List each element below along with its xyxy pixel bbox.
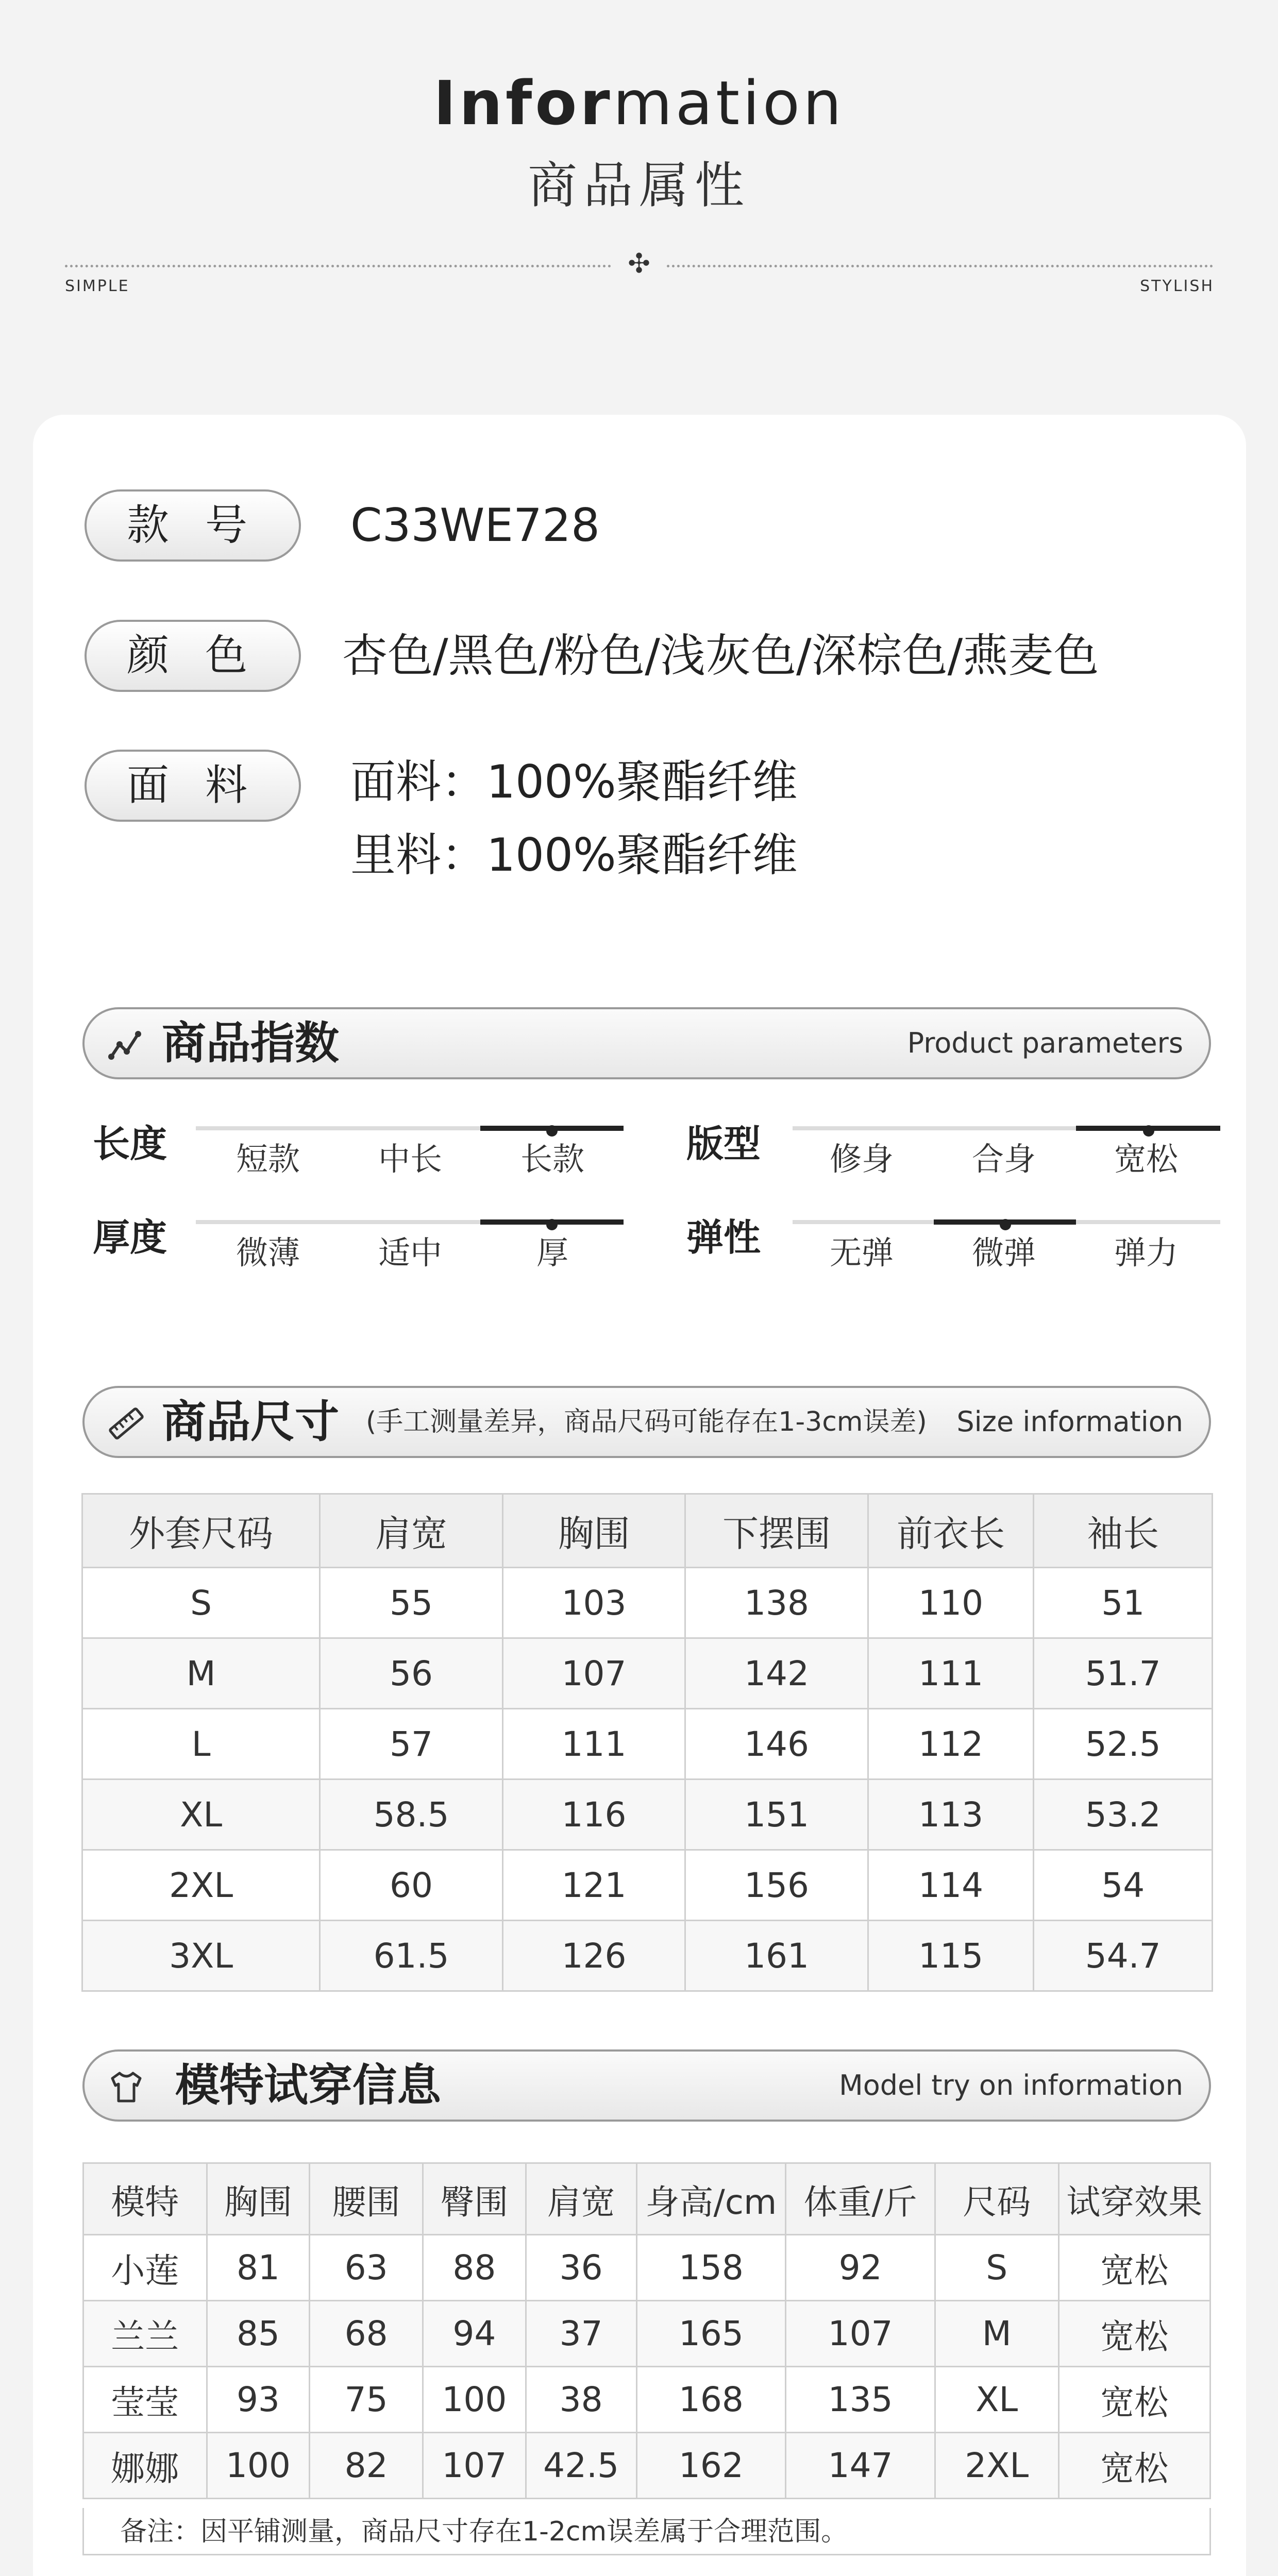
size-cell: 54.7 bbox=[1034, 1921, 1213, 1991]
model-title: 模特试穿信息 bbox=[175, 2060, 441, 2111]
scale-length-opt-3: 长款 bbox=[520, 1140, 584, 1178]
model-cell: 81 bbox=[207, 2235, 310, 2301]
size-cell: 51 bbox=[1034, 1568, 1213, 1638]
size-cell: 111 bbox=[868, 1638, 1034, 1709]
model-section-header bbox=[82, 2049, 1211, 2122]
table-row bbox=[82, 1921, 1213, 1991]
table-row bbox=[82, 1568, 1213, 1638]
fabric-value-lining: 里料：100%聚酯纤维 bbox=[350, 828, 798, 882]
model-cell: 37 bbox=[526, 2301, 636, 2367]
model-en: Model try on information bbox=[839, 2069, 1183, 2102]
size-cell: 126 bbox=[502, 1921, 685, 1991]
scale-elasticity-opt-3: 弹力 bbox=[1114, 1234, 1178, 1272]
scale-thickness-opt-2: 适中 bbox=[378, 1234, 442, 1272]
model-cell: 94 bbox=[423, 2301, 526, 2367]
scale-length-opt-2: 中长 bbox=[378, 1140, 442, 1178]
size-en: Size information bbox=[956, 1405, 1183, 1438]
model-cell: 93 bbox=[207, 2367, 310, 2433]
size-cell: 107 bbox=[502, 1638, 685, 1709]
scale-thickness-label: 厚度 bbox=[93, 1216, 167, 1259]
model-table bbox=[82, 2162, 1211, 2499]
model-cell: 娜娜 bbox=[83, 2433, 207, 2499]
model-cell: 莹莹 bbox=[83, 2367, 207, 2433]
size-cell: 121 bbox=[502, 1850, 685, 1921]
size-cell: 138 bbox=[685, 1568, 868, 1638]
divider-right bbox=[667, 265, 1213, 267]
size-cell: 61.5 bbox=[320, 1921, 503, 1991]
color-label: 颜 色 bbox=[85, 620, 301, 692]
scale-elasticity-opt-2: 微弹 bbox=[971, 1234, 1036, 1272]
model-cell: 75 bbox=[310, 2367, 423, 2433]
model-col-header: 尺码 bbox=[935, 2163, 1058, 2235]
table-row bbox=[83, 2301, 1210, 2367]
model-cell: M bbox=[935, 2301, 1058, 2367]
scale-elasticity-opt-1: 无弹 bbox=[829, 1234, 894, 1272]
model-cell: 107 bbox=[786, 2301, 935, 2367]
size-cell: 116 bbox=[502, 1780, 685, 1850]
table-row bbox=[83, 2367, 1210, 2433]
size-cell: 156 bbox=[685, 1850, 868, 1921]
model-cell: 63 bbox=[310, 2235, 423, 2301]
right-tag: STYLISH bbox=[1140, 277, 1214, 295]
title-light: mation bbox=[613, 67, 845, 139]
model-cell: 68 bbox=[310, 2301, 423, 2367]
model-cell: 162 bbox=[636, 2433, 786, 2499]
params-section-header bbox=[82, 1007, 1211, 1079]
model-cell: 158 bbox=[636, 2235, 786, 2301]
size-cell: 2XL bbox=[82, 1850, 320, 1921]
model-cell: 82 bbox=[310, 2433, 423, 2499]
size-cell: 151 bbox=[685, 1780, 868, 1850]
ruler-icon bbox=[108, 1405, 144, 1442]
size-cell: 54 bbox=[1034, 1850, 1213, 1921]
model-cell: 宽松 bbox=[1058, 2433, 1210, 2499]
table-row bbox=[82, 1780, 1213, 1850]
scale-fit-marker bbox=[1143, 1125, 1154, 1137]
size-note: (手工测量差异，商品尺码可能存在1-3cm误差) bbox=[366, 1406, 927, 1437]
tshirt-icon bbox=[108, 2069, 144, 2105]
title-bold: Infor bbox=[433, 67, 613, 139]
style-no-value: C33WE728 bbox=[350, 499, 600, 552]
model-cell: 165 bbox=[636, 2301, 786, 2367]
cross-ornament-icon: ✣ bbox=[628, 248, 650, 279]
params-title: 商品指数 bbox=[162, 1018, 339, 1069]
size-cell: 113 bbox=[868, 1780, 1034, 1850]
size-cell: 161 bbox=[685, 1921, 868, 1991]
model-cell: 100 bbox=[207, 2433, 310, 2499]
model-note: 备注：因平铺测量，商品尺寸存在1-2cm误差属于合理范围。 bbox=[82, 2508, 1211, 2555]
divider-left bbox=[65, 265, 611, 267]
model-cell: 147 bbox=[786, 2433, 935, 2499]
size-title: 商品尺寸 bbox=[162, 1396, 339, 1448]
scale-thickness-marker bbox=[546, 1219, 558, 1230]
model-cell: 100 bbox=[423, 2367, 526, 2433]
model-cell: 135 bbox=[786, 2367, 935, 2433]
model-cell: 宽松 bbox=[1058, 2235, 1210, 2301]
size-cell: XL bbox=[82, 1780, 320, 1850]
size-col-header: 下摆围 bbox=[685, 1494, 868, 1568]
scale-thickness-opt-3: 厚 bbox=[536, 1234, 568, 1272]
size-cell: 146 bbox=[685, 1709, 868, 1780]
model-cell: 42.5 bbox=[526, 2433, 636, 2499]
params-en: Product parameters bbox=[907, 1027, 1183, 1059]
model-cell: 88 bbox=[423, 2235, 526, 2301]
size-cell: L bbox=[82, 1709, 320, 1780]
scale-fit-opt-3: 宽松 bbox=[1114, 1140, 1178, 1178]
table-row bbox=[82, 1850, 1213, 1921]
table-row bbox=[82, 1638, 1213, 1709]
model-col-header: 身高/cm bbox=[636, 2163, 786, 2235]
model-col-header: 模特 bbox=[83, 2163, 207, 2235]
page-subtitle: 商品属性 bbox=[528, 157, 750, 214]
size-col-header: 前衣长 bbox=[868, 1494, 1034, 1568]
table-row bbox=[83, 2433, 1210, 2499]
size-cell: 110 bbox=[868, 1568, 1034, 1638]
size-cell: 114 bbox=[868, 1850, 1034, 1921]
model-cell: 168 bbox=[636, 2367, 786, 2433]
scale-thickness-opt-1: 微薄 bbox=[236, 1234, 300, 1272]
size-cell: 51.7 bbox=[1034, 1638, 1213, 1709]
size-cell: 3XL bbox=[82, 1921, 320, 1991]
table-row bbox=[82, 1709, 1213, 1780]
model-cell: 85 bbox=[207, 2301, 310, 2367]
table-row bbox=[83, 2235, 1210, 2301]
size-cell: 111 bbox=[502, 1709, 685, 1780]
scale-fit-opt-2: 合身 bbox=[971, 1140, 1036, 1178]
model-cell: 小莲 bbox=[83, 2235, 207, 2301]
size-col-header: 外套尺码 bbox=[82, 1494, 320, 1568]
size-cell: 55 bbox=[320, 1568, 503, 1638]
size-table-header-row bbox=[82, 1494, 1213, 1568]
model-col-header: 肩宽 bbox=[526, 2163, 636, 2235]
size-cell: M bbox=[82, 1638, 320, 1709]
model-col-header: 体重/斤 bbox=[786, 2163, 935, 2235]
size-cell: 56 bbox=[320, 1638, 503, 1709]
size-cell: 58.5 bbox=[320, 1780, 503, 1850]
size-cell: S bbox=[82, 1568, 320, 1638]
scale-fit-label: 版型 bbox=[686, 1122, 761, 1165]
model-cell: S bbox=[935, 2235, 1058, 2301]
page-title bbox=[0, 67, 1278, 139]
color-value: 杏色/黑色/粉色/浅灰色/深棕色/燕麦色 bbox=[342, 629, 1099, 682]
size-cell: 52.5 bbox=[1034, 1709, 1213, 1780]
scale-elasticity-marker bbox=[1000, 1219, 1011, 1230]
fabric-value-outer: 面料：100%聚酯纤维 bbox=[350, 755, 798, 808]
model-cell: 36 bbox=[526, 2235, 636, 2301]
size-col-header: 肩宽 bbox=[320, 1494, 503, 1568]
line-chart-icon bbox=[108, 1027, 144, 1063]
model-col-header: 腰围 bbox=[310, 2163, 423, 2235]
size-cell: 142 bbox=[685, 1638, 868, 1709]
size-col-header: 胸围 bbox=[502, 1494, 685, 1568]
model-cell: 宽松 bbox=[1058, 2301, 1210, 2367]
size-cell: 112 bbox=[868, 1709, 1034, 1780]
model-col-header: 臀围 bbox=[423, 2163, 526, 2235]
scale-length-opt-1: 短款 bbox=[236, 1140, 300, 1178]
size-table bbox=[81, 1493, 1213, 1992]
model-col-header: 试穿效果 bbox=[1058, 2163, 1210, 2235]
scale-fit-opt-1: 修身 bbox=[829, 1140, 894, 1178]
size-cell: 115 bbox=[868, 1921, 1034, 1991]
size-cell: 53.2 bbox=[1034, 1780, 1213, 1850]
size-cell: 57 bbox=[320, 1709, 503, 1780]
model-cell: 92 bbox=[786, 2235, 935, 2301]
model-cell: XL bbox=[935, 2367, 1058, 2433]
model-cell: 2XL bbox=[935, 2433, 1058, 2499]
size-cell: 60 bbox=[320, 1850, 503, 1921]
fabric-label: 面 料 bbox=[85, 750, 301, 822]
size-col-header: 袖长 bbox=[1034, 1494, 1213, 1568]
model-table-header-row bbox=[83, 2163, 1210, 2235]
left-tag: SIMPLE bbox=[65, 277, 130, 295]
model-cell: 兰兰 bbox=[83, 2301, 207, 2367]
size-cell: 103 bbox=[502, 1568, 685, 1638]
scale-length-label: 长度 bbox=[93, 1122, 167, 1165]
scale-elasticity-label: 弹性 bbox=[686, 1216, 761, 1259]
model-cell: 107 bbox=[423, 2433, 526, 2499]
model-cell: 宽松 bbox=[1058, 2367, 1210, 2433]
model-col-header: 胸围 bbox=[207, 2163, 310, 2235]
model-cell: 38 bbox=[526, 2367, 636, 2433]
scale-length-marker bbox=[546, 1125, 558, 1137]
style-no-label: 款 号 bbox=[85, 489, 301, 562]
size-section-header bbox=[82, 1386, 1211, 1458]
